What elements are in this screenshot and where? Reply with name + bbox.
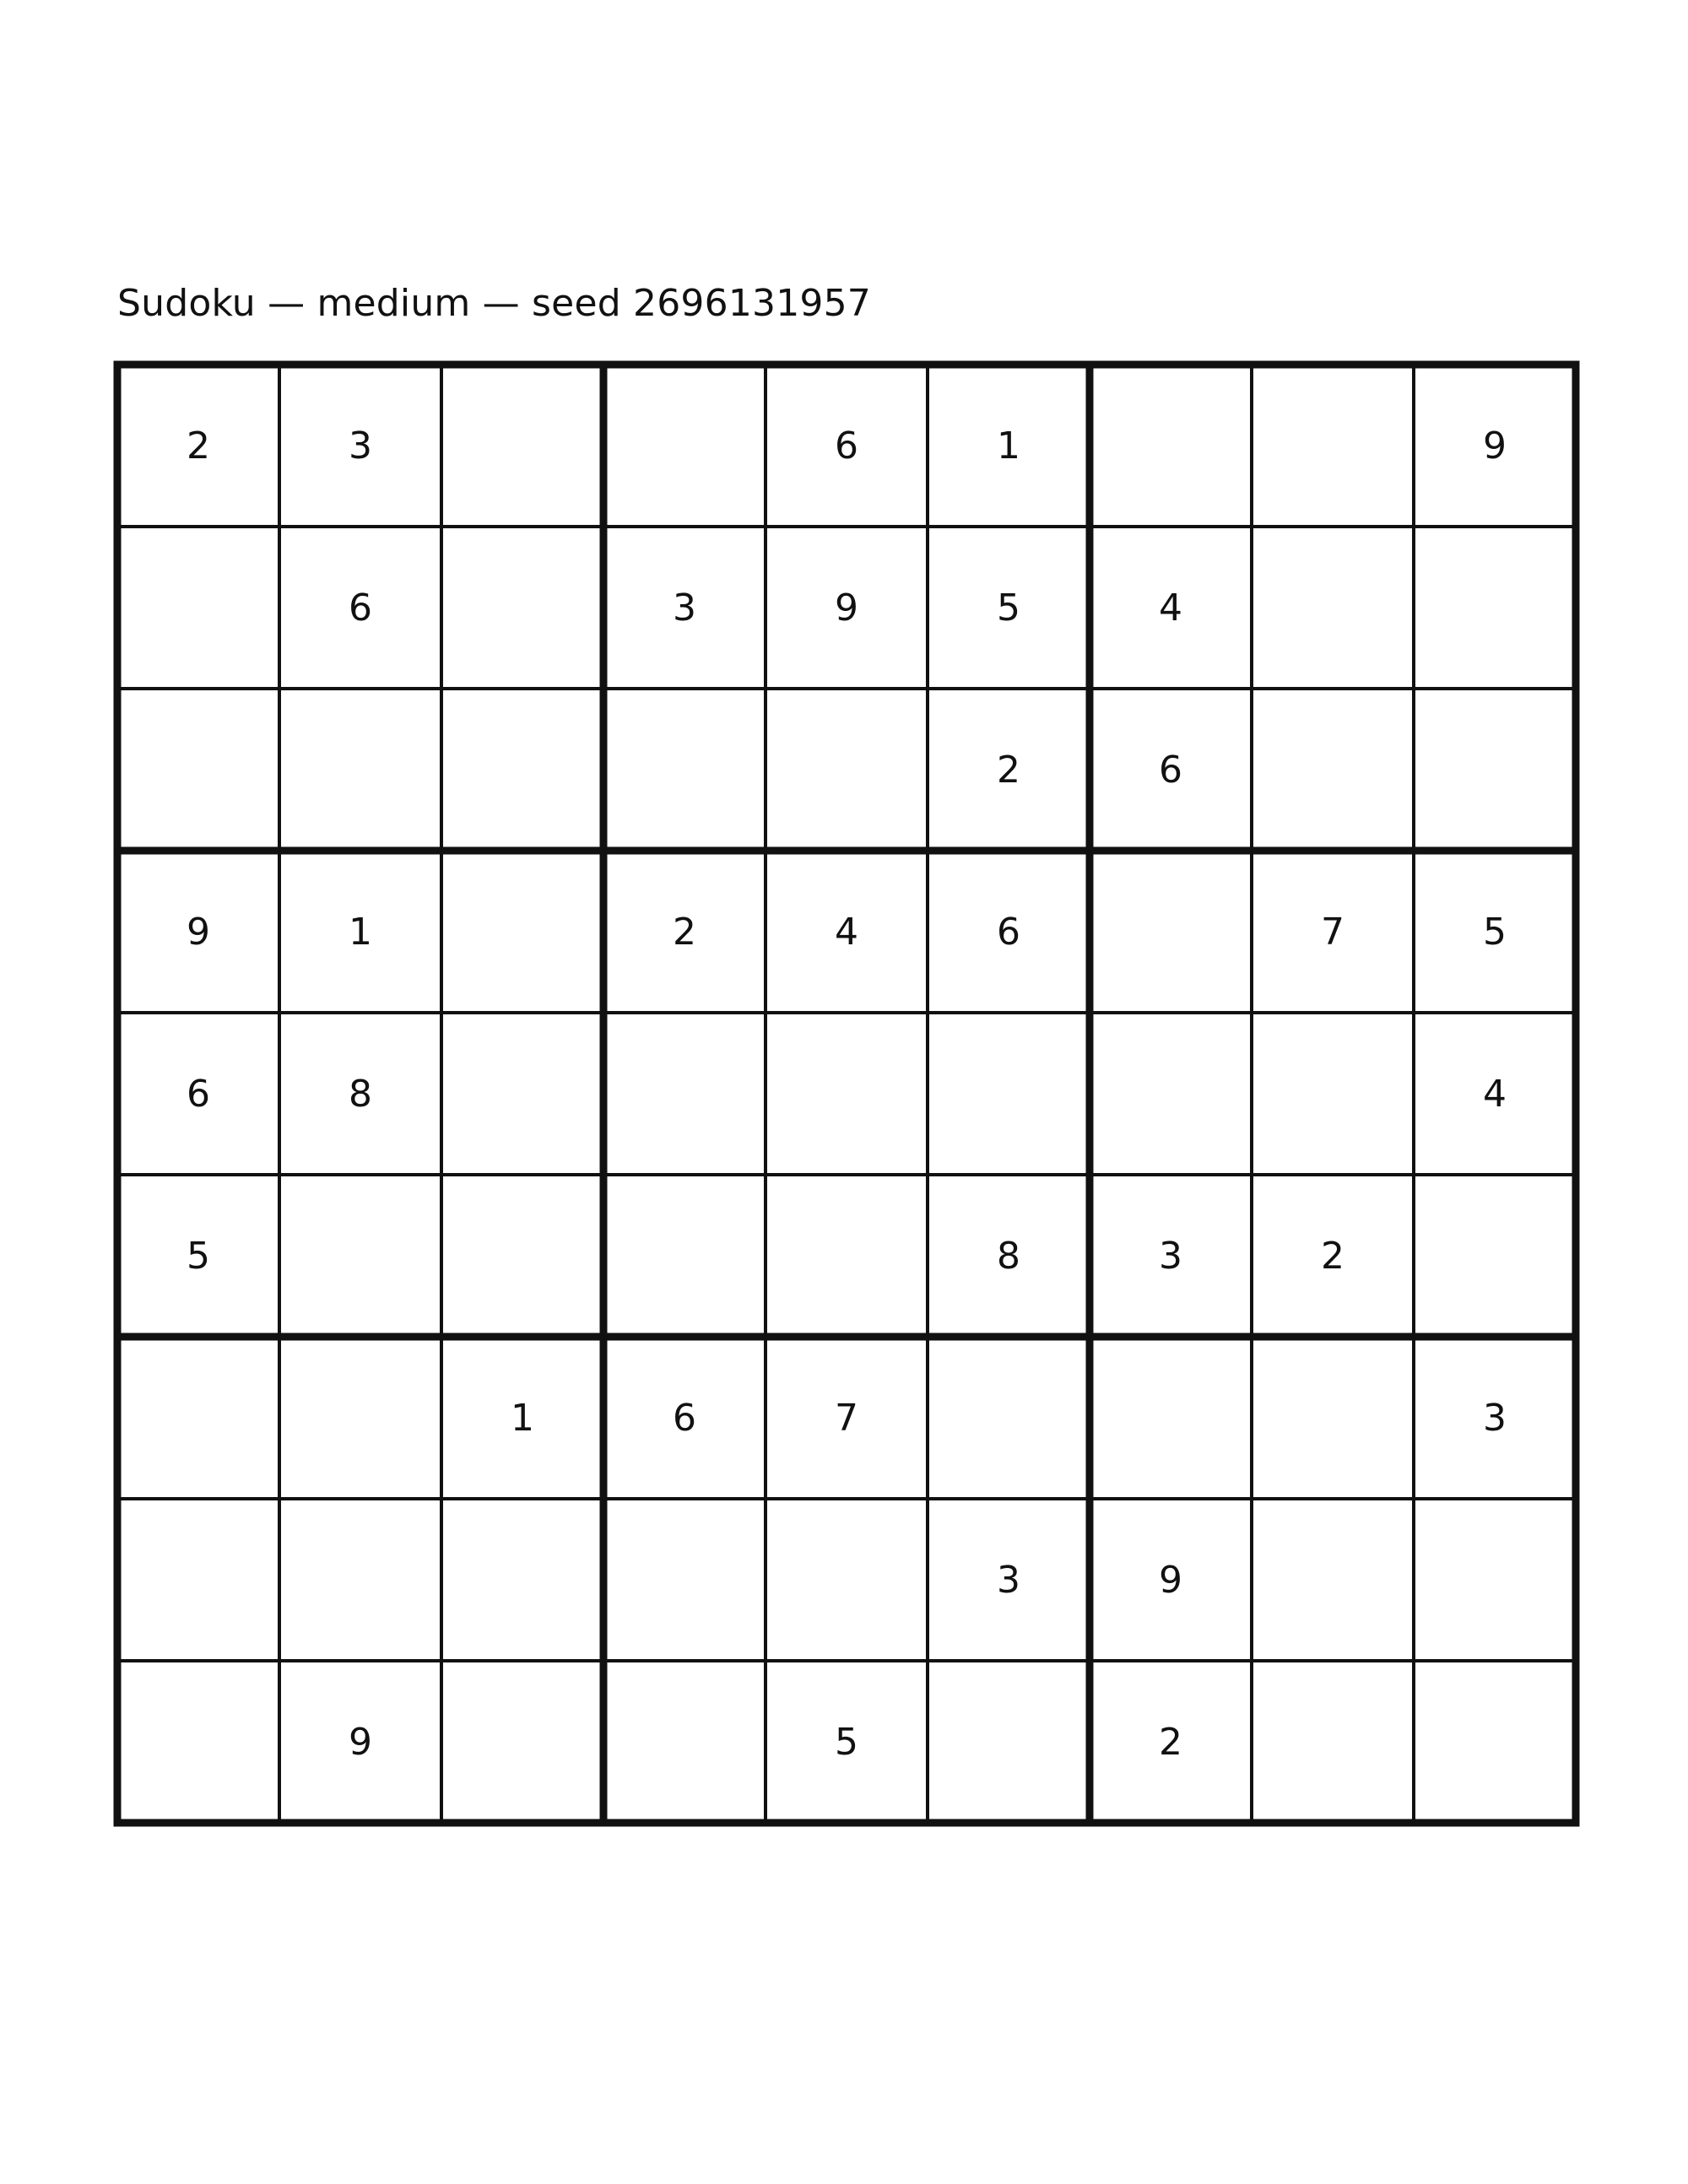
cell-r8-c2[interactable]	[279, 1499, 441, 1661]
cell-r8-c8[interactable]	[1252, 1499, 1414, 1661]
cell-r5-c9[interactable]: 4	[1483, 1072, 1507, 1116]
cell-r7-c1[interactable]	[117, 1337, 279, 1499]
cell-r1-c5[interactable]: 6	[835, 424, 858, 468]
cell-r5-c3[interactable]	[441, 1013, 603, 1175]
puzzle-title: Sudoku — medium — seed 2696131957	[117, 282, 871, 325]
cell-r6-c8[interactable]: 2	[1321, 1234, 1344, 1278]
cell-r1-c1[interactable]: 2	[187, 424, 210, 468]
cell-r1-c2[interactable]: 3	[349, 424, 372, 468]
cell-r1-c7[interactable]	[1090, 365, 1252, 527]
cell-r4-c6[interactable]: 6	[997, 910, 1020, 954]
cell-r5-c5[interactable]	[766, 1013, 928, 1175]
cell-r6-c2[interactable]	[279, 1175, 441, 1337]
cell-r1-c8[interactable]	[1252, 365, 1414, 527]
sudoku-board	[117, 365, 1576, 1823]
cell-r4-c9[interactable]: 5	[1483, 910, 1507, 954]
cell-r7-c3[interactable]: 1	[511, 1396, 534, 1440]
cell-r3-c9[interactable]	[1414, 689, 1576, 851]
cell-r4-c3[interactable]	[441, 851, 603, 1013]
cell-r7-c9[interactable]: 3	[1483, 1396, 1507, 1440]
cell-r5-c6[interactable]	[928, 1013, 1090, 1175]
cell-r2-c1[interactable]	[117, 527, 279, 689]
cell-r6-c7[interactable]: 3	[1159, 1234, 1182, 1278]
cell-r9-c1[interactable]	[117, 1661, 279, 1823]
cell-r5-c1[interactable]: 6	[187, 1072, 210, 1116]
cell-r2-c9[interactable]	[1414, 527, 1576, 689]
cell-r8-c4[interactable]	[603, 1499, 766, 1661]
cell-r7-c6[interactable]	[928, 1337, 1090, 1499]
cell-r3-c6[interactable]: 2	[997, 748, 1020, 792]
cell-r2-c7[interactable]: 4	[1159, 586, 1182, 630]
cell-r7-c2[interactable]	[279, 1337, 441, 1499]
cell-r3-c5[interactable]	[766, 689, 928, 851]
cell-r5-c8[interactable]	[1252, 1013, 1414, 1175]
cell-r2-c8[interactable]	[1252, 527, 1414, 689]
cell-r3-c2[interactable]	[279, 689, 441, 851]
cell-r7-c4[interactable]: 6	[673, 1396, 696, 1440]
cell-r6-c9[interactable]	[1414, 1175, 1576, 1337]
cell-r8-c3[interactable]	[441, 1499, 603, 1661]
cell-r9-c5[interactable]: 5	[835, 1720, 858, 1764]
cell-r3-c4[interactable]	[603, 689, 766, 851]
cell-r5-c2[interactable]: 8	[349, 1072, 372, 1116]
cell-r7-c7[interactable]	[1090, 1337, 1252, 1499]
cell-r9-c2[interactable]: 9	[349, 1720, 372, 1764]
cell-r3-c8[interactable]	[1252, 689, 1414, 851]
cell-r5-c7[interactable]	[1090, 1013, 1252, 1175]
cell-r1-c9[interactable]: 9	[1483, 424, 1507, 468]
cell-r8-c9[interactable]	[1414, 1499, 1576, 1661]
cell-r1-c4[interactable]	[603, 365, 766, 527]
cell-r2-c6[interactable]: 5	[997, 586, 1020, 630]
cell-r9-c9[interactable]	[1414, 1661, 1576, 1823]
cell-r2-c5[interactable]: 9	[835, 586, 858, 630]
cell-r3-c7[interactable]: 6	[1159, 748, 1182, 792]
cell-r5-c4[interactable]	[603, 1013, 766, 1175]
cell-r9-c6[interactable]	[928, 1661, 1090, 1823]
cell-r6-c3[interactable]	[441, 1175, 603, 1337]
cell-r6-c5[interactable]	[766, 1175, 928, 1337]
cell-r3-c1[interactable]	[117, 689, 279, 851]
cell-r6-c1[interactable]: 5	[187, 1234, 210, 1278]
cell-r4-c2[interactable]: 1	[349, 910, 372, 954]
cell-r7-c5[interactable]: 7	[835, 1396, 858, 1440]
cell-r8-c7[interactable]: 9	[1159, 1558, 1182, 1602]
cell-r9-c4[interactable]	[603, 1661, 766, 1823]
cell-r3-c3[interactable]	[441, 689, 603, 851]
cell-r9-c7[interactable]: 2	[1159, 1720, 1182, 1764]
cell-r4-c8[interactable]: 7	[1321, 910, 1344, 954]
cell-r2-c4[interactable]: 3	[673, 586, 696, 630]
cell-r4-c1[interactable]: 9	[187, 910, 210, 954]
cell-r1-c3[interactable]	[441, 365, 603, 527]
cell-r4-c5[interactable]: 4	[835, 910, 858, 954]
cell-r9-c8[interactable]	[1252, 1661, 1414, 1823]
cell-r6-c6[interactable]: 8	[997, 1234, 1020, 1278]
cell-r2-c3[interactable]	[441, 527, 603, 689]
cell-r9-c3[interactable]	[441, 1661, 603, 1823]
cell-r1-c6[interactable]: 1	[997, 424, 1020, 468]
cell-r8-c1[interactable]	[117, 1499, 279, 1661]
cell-r2-c2[interactable]: 6	[349, 586, 372, 630]
cell-r7-c8[interactable]	[1252, 1337, 1414, 1499]
cell-r6-c4[interactable]	[603, 1175, 766, 1337]
cell-r4-c7[interactable]	[1090, 851, 1252, 1013]
cell-r8-c6[interactable]: 3	[997, 1558, 1020, 1602]
cell-r4-c4[interactable]: 2	[673, 910, 696, 954]
cell-r8-c5[interactable]	[766, 1499, 928, 1661]
